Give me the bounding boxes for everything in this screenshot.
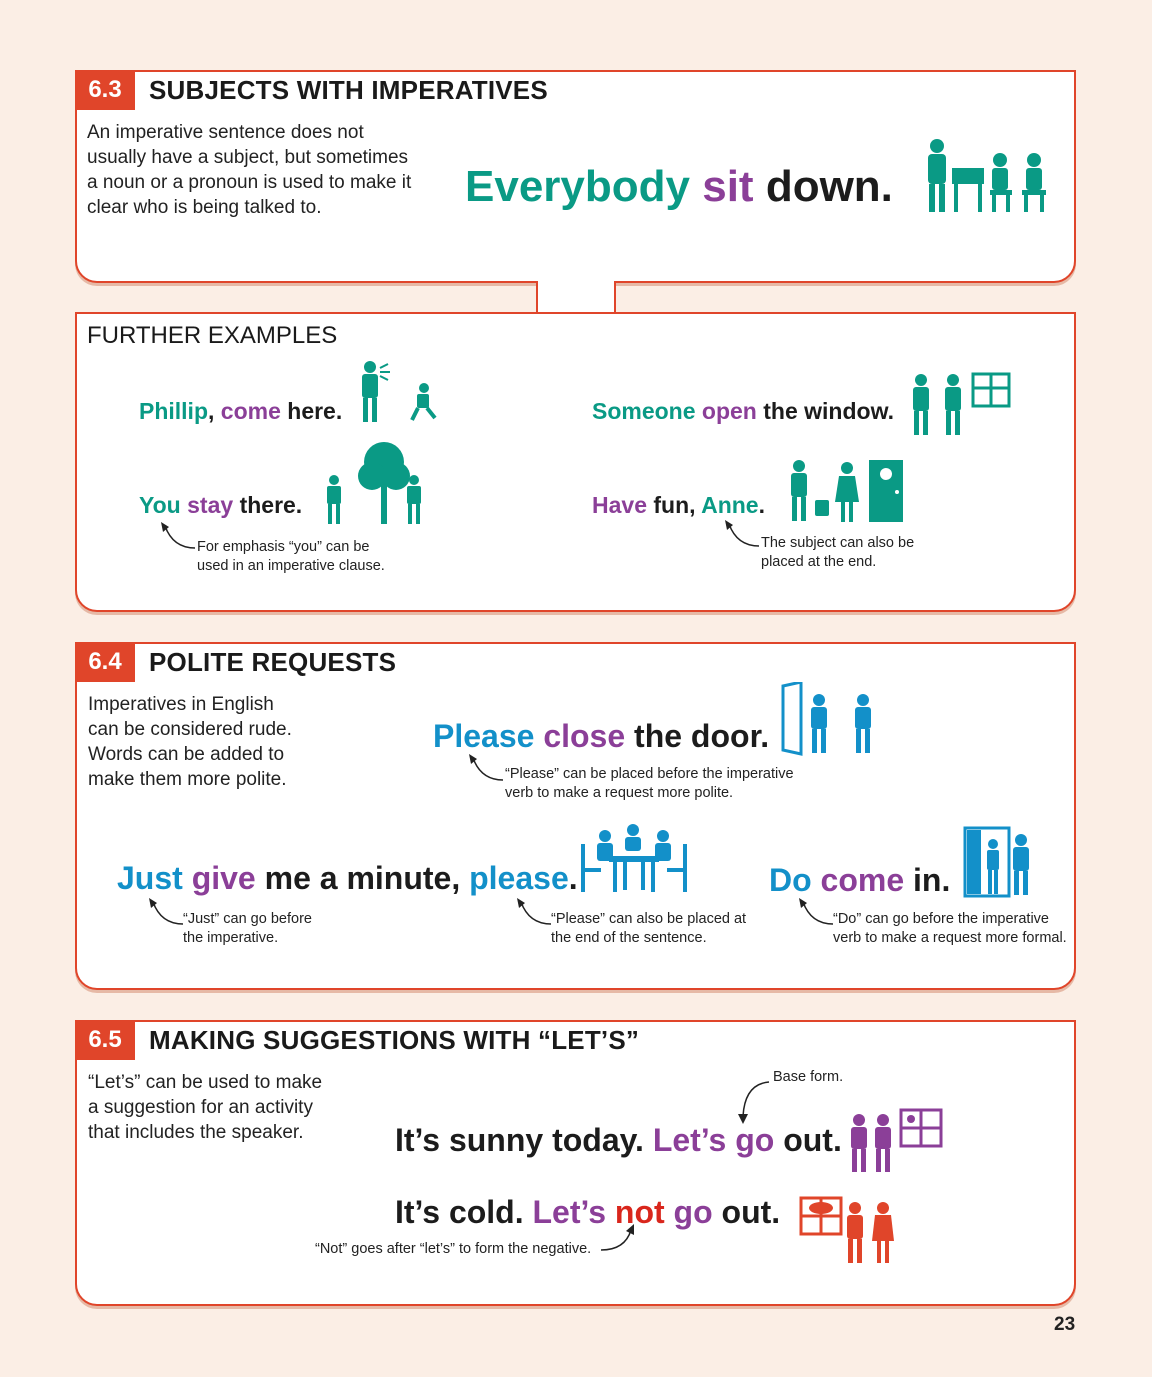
note-arrow [723, 518, 763, 550]
section-6-5-panel [75, 1020, 1076, 1306]
note-arrow [467, 752, 507, 784]
note-arrow [797, 896, 837, 928]
further-examples-panel [75, 312, 1076, 612]
note-just: “Just” can go before the imperative. [183, 911, 312, 946]
example-cold: It’s cold. Let’s not go out. [395, 1194, 781, 1230]
panel-connector [536, 281, 616, 315]
example-you-stay: You stay there. [139, 492, 303, 518]
note-please-before: “Please” can be placed before the imperative verb to make a request more polite. [505, 766, 794, 801]
page-number: 23 [1054, 1314, 1076, 1335]
door-welcome-icon [963, 826, 1037, 898]
note-do: “Do” can go before the imperative verb to make a request more formal. [833, 911, 1067, 946]
note-please-end: “Please” can also be placed at the end of the sentence. [551, 911, 747, 946]
section-header [75, 70, 548, 110]
example-sentence [465, 162, 893, 212]
further-examples-title: FURTHER EXAMPLES [87, 322, 338, 349]
door-travel-icon [787, 458, 907, 524]
note-not: “Not” goes after “let’s” to form the negative. [315, 1241, 592, 1257]
window-people-icon [907, 360, 1011, 438]
door-closing-icon [781, 682, 881, 756]
example-have-fun: Have fun, Anne. [592, 492, 765, 518]
people-sitting-icon [922, 138, 1052, 216]
note-arrow [159, 520, 199, 552]
section-header [75, 642, 396, 682]
section-number: 6.5 [75, 1020, 135, 1060]
example-do-come: Do come in. [769, 862, 951, 898]
note-arrow [147, 896, 187, 928]
section-number: 6.3 [75, 70, 135, 110]
example-just-give: Just give me a minute, please. [117, 860, 578, 896]
section-title: SUBJECTS WITH IMPERATIVES [149, 74, 548, 105]
tree-people-icon [322, 440, 432, 526]
note-subject-end: The subject can also be placed at the end. [761, 535, 915, 570]
cold-window-people-icon [799, 1194, 899, 1266]
note-emphasis: For emphasis “you” can be used in an imperative clause. [197, 539, 385, 574]
intro-text: “Let’s” can be used to make a suggestion for an activity that includes the speaker. [88, 1072, 323, 1143]
section-6-3-panel [75, 70, 1076, 283]
section-number: 6.4 [75, 642, 135, 682]
intro-text: Imperatives in English can be considered rude. Words can be added to make them more polite. [88, 694, 292, 790]
example-phillip: Phillip, come here. [139, 398, 343, 424]
example-please-close: Please close the door. [433, 718, 770, 754]
note-arrow [515, 896, 555, 928]
note-arrow [733, 1078, 773, 1126]
section-header [75, 1020, 639, 1060]
example-someone: Someone open the window. [592, 398, 895, 424]
subject-word: Everybody [465, 162, 690, 211]
section-6-4-panel [75, 642, 1076, 990]
section-title: POLITE REQUESTS [149, 646, 397, 677]
calling-person-icon [352, 360, 452, 426]
rest-words: down. [765, 162, 893, 211]
intro-text: An imperative sentence does not usually have a subject, but sometimes a noun or a pronoun is used to make it clear who is being talked to. [87, 122, 412, 218]
example-sunny: It’s sunny today. Let’s go out. [395, 1122, 842, 1158]
sunny-window-people-icon [847, 1108, 943, 1174]
verb-word: sit [702, 162, 754, 211]
section-title: MAKING SUGGESTIONS WITH “LET’S” [149, 1024, 640, 1055]
meeting-table-icon [579, 822, 689, 894]
note-base-form: Base form. [773, 1069, 844, 1085]
